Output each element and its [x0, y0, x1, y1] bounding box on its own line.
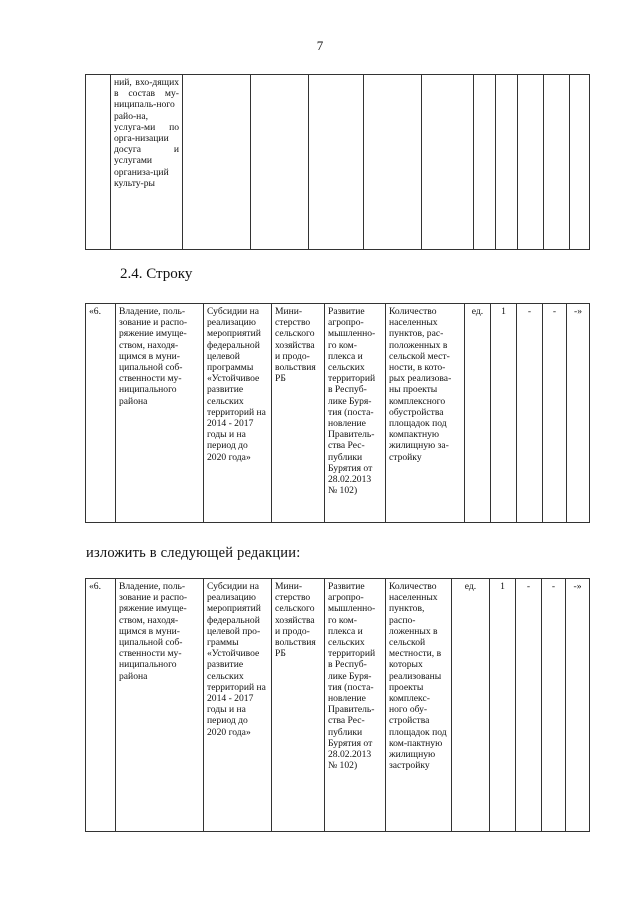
table-row	[86, 304, 590, 523]
table-cell: -»	[567, 304, 590, 523]
new-row-table	[85, 578, 590, 832]
table-cell: -»	[566, 579, 590, 832]
table-cell: «6.	[86, 304, 116, 523]
table-cell: Количество населенных пунктов, распо-ложенных в сельской местности, в которых реализованы проекты комплекс-ного обу-стройства площадок под ком-пактную жилищную застройку	[386, 579, 452, 832]
table-cell	[474, 75, 496, 250]
table-cell: Количество населенных пунктов, рас-положенных в сельской мест-ности, в кото-рых реализова-ны проекты комплексного обустройства площадок под компактную жилищную за-стройку	[386, 304, 465, 523]
table-cell: Мини-стерство сельского хозяйства и продо-вольствия РБ	[272, 579, 325, 832]
table-cell: Развитие агропро-мышленно-го ком-плекса и сельских территорий в Респуб-лике Буря-тия (поста-новление Правитель-ства Рес-публики Бурятия от 28.02.2013 № 102)	[325, 304, 386, 523]
section-heading: изложить в следующей редакции:	[86, 545, 301, 561]
table-cell	[422, 75, 474, 250]
table-cell: ед.	[465, 304, 491, 523]
table-cell	[496, 75, 518, 250]
table-cell: Владение, поль-зование и распо-ряжение имуще-ством, находя-щимся в муни-ципальной соб-ственности му-ниципального района	[116, 579, 204, 832]
table-cell: «6.	[86, 579, 116, 832]
table-cell	[86, 75, 111, 250]
table-cell: -	[543, 304, 567, 523]
section-heading: 2.4. Строку	[120, 266, 193, 282]
table-cell	[309, 75, 364, 250]
table-cell: 1	[491, 304, 517, 523]
table-cell: -	[542, 579, 566, 832]
table-cell: 1	[490, 579, 516, 832]
table-cell: Развитие агропро-мышленно-го ком-плекса и сельских территорий в Респуб-лике Буря-тия (поста-новление Правитель-ства Рес-публики Бурятия от 28.02.2013 № 102)	[325, 579, 386, 832]
table-cell: -	[516, 579, 542, 832]
table-cell	[364, 75, 422, 250]
old-row-table	[85, 303, 590, 523]
table-cell	[570, 75, 590, 250]
table-row	[86, 75, 590, 250]
page-number: 7	[316, 38, 324, 53]
table-row	[86, 579, 590, 832]
table-cell	[544, 75, 570, 250]
table-cell: ед.	[452, 579, 490, 832]
table-cell	[183, 75, 251, 250]
table-cell	[518, 75, 544, 250]
table-cell: Владение, поль-зование и распо-ряжение имуще-ством, находя-щимся в муни-ципальной соб-ственности му-ниципального района	[116, 304, 204, 523]
table-cell: Мини-стерство сельского хозяйства и продо-вольствия РБ	[272, 304, 325, 523]
table-cell: Субсидии на реализацию мероприятий федеральной целевой про-граммы «Устойчивое развитие сельских территорий на 2014 - 2017 годы и на период до 2020 года»	[204, 579, 272, 832]
table-cell	[251, 75, 309, 250]
table-cell: -	[517, 304, 543, 523]
table-cell: Субсидии на реализацию мероприятий федеральной целевой программы «Устойчивое развитие сельских территорий на 2014 - 2017 годы и на период до 2020 года»	[204, 304, 272, 523]
table-cell: ний, вхо-дящих в состав му-ниципаль-ного райо-на, услуга-ми по орга-низации досуга и услугами организа-ций культу-ры	[111, 75, 183, 250]
continuation-table	[85, 74, 590, 250]
